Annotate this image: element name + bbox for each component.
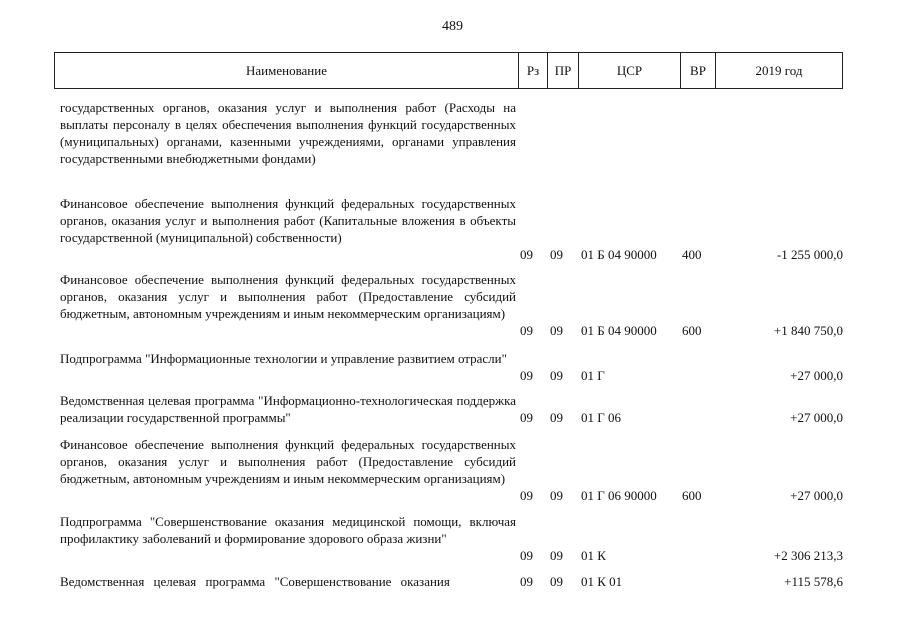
row-name: Подпрограмма "Информационные технологии и управление развитием отрасли" xyxy=(60,351,507,366)
row-name: государственных органов, оказания услуг и выполнения работ (Расходы на выплаты персоналу в целях обеспечения выполнения функций государственных (муниципальных) органами, казенными учреждениями, органами управления государственными внебюджетными фондами) xyxy=(60,100,516,166)
row-csr: 01 Г 06 90000 xyxy=(581,488,657,503)
row-name: Ведомственная целевая программа "Информационно-технологическая поддержка реализации государственной программы" xyxy=(60,393,516,425)
row-pr: 09 xyxy=(550,323,563,338)
row-value: +2 306 213,3 xyxy=(773,548,843,563)
column-header-pr: ПР xyxy=(554,62,572,78)
column-header-rz: Рз xyxy=(526,62,540,78)
row-rz: 09 xyxy=(520,323,533,338)
row-rz: 09 xyxy=(520,488,533,503)
row-name: Финансовое обеспечение выполнения функций федеральных государственных органов, оказания услуг и выполнения работ (Капитальные вложения в объекты государственной (муниципальной) собственности) xyxy=(60,196,516,245)
column-header-year: 2019 год xyxy=(755,62,803,78)
row-csr: 01 К xyxy=(581,548,606,563)
row-csr: 01 Г xyxy=(581,368,605,383)
table-header xyxy=(54,52,843,89)
row-csr: 01 Б 04 90000 xyxy=(581,323,657,338)
column-header-name: Наименование xyxy=(246,62,327,78)
column-header-vr: ВР xyxy=(690,62,706,78)
row-vr: 600 xyxy=(682,323,702,338)
row-name: Финансовое обеспечение выполнения функций федеральных государственных органов, оказания услуг и выполнения работ (Предоставление субсидий бюджетным, автономным учреждениям и иным некоммерческим организациям) xyxy=(60,272,516,321)
column-header-csr: ЦСР xyxy=(616,62,643,78)
row-value: +27 000,0 xyxy=(790,488,843,503)
row-vr: 400 xyxy=(682,247,702,262)
row-rz: 09 xyxy=(520,548,533,563)
row-pr: 09 xyxy=(550,574,563,589)
row-name: Ведомственная целевая программа "Совершенствование оказания xyxy=(60,574,450,589)
row-value: +27 000,0 xyxy=(790,410,843,425)
row-pr: 09 xyxy=(550,368,563,383)
row-rz: 09 xyxy=(520,574,533,589)
row-rz: 09 xyxy=(520,368,533,383)
row-value: +1 840 750,0 xyxy=(773,323,843,338)
row-value: -1 255 000,0 xyxy=(776,247,843,262)
row-pr: 09 xyxy=(550,410,563,425)
row-value: +115 578,6 xyxy=(784,574,843,589)
row-csr: 01 К 01 xyxy=(581,574,623,589)
row-name: Подпрограмма "Совершенствование оказания медицинской помощи, включая профилактику заболеваний и формирование здорового образа жизни" xyxy=(60,514,516,546)
row-rz: 09 xyxy=(520,410,533,425)
row-vr: 600 xyxy=(682,488,702,503)
row-rz: 09 xyxy=(520,247,533,262)
row-csr: 01 Г 06 xyxy=(581,410,622,425)
row-pr: 09 xyxy=(550,488,563,503)
row-name: Финансовое обеспечение выполнения функций федеральных государственных органов, оказания услуг и выполнения работ (Предоставление субсидий бюджетным, автономным учреждениям и иным некоммерческим организациям) xyxy=(60,437,516,486)
row-csr: 01 Б 04 90000 xyxy=(581,247,657,262)
row-pr: 09 xyxy=(550,247,563,262)
row-pr: 09 xyxy=(550,548,563,563)
page-number: 489 xyxy=(442,19,463,34)
row-value: +27 000,0 xyxy=(790,368,843,383)
